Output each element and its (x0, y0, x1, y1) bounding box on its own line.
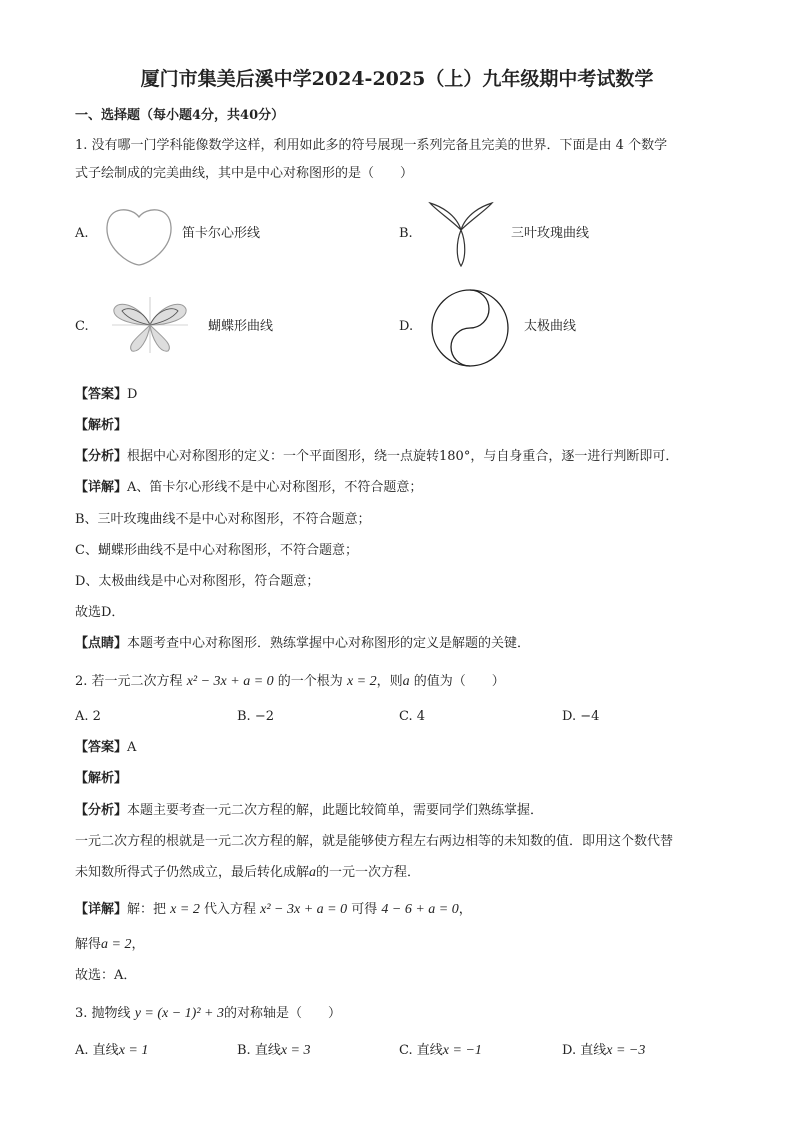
q3-stem-pre: 3. 抛物线 (75, 1006, 131, 1021)
q2-detail-pre: 解：把 (127, 902, 167, 917)
q1-option-b-letter: B. (399, 226, 413, 241)
q2-text2-pre: 未知数所得式子仍然成立，最后转化成解 (75, 865, 310, 880)
q2-root: x = 2 (346, 674, 377, 689)
q1-option-a-caption: 笛卡尔心形线 (182, 226, 261, 241)
q1-stem-line2: 式子绘制成的完美曲线，其中是中心对称图形的是（ ） (75, 166, 414, 181)
q2-stem-pre: 2. 若一元二次方程 (75, 674, 183, 689)
q2-var: a (402, 674, 410, 689)
q1-option-c-letter: C. (75, 319, 89, 334)
q3-option-b-math: x = 3 (280, 1043, 311, 1058)
q2-option-b: B. −2 (237, 709, 274, 724)
q1-option-d-letter: D. (399, 319, 414, 334)
q3-equation: y = (x − 1)² + 3 (134, 1006, 224, 1021)
answer-tag: 【答案】 (75, 387, 128, 402)
q3-option-b-text: 直线 (254, 1043, 281, 1058)
q2-choose: 故选：A． (75, 968, 137, 983)
q1-option-c-caption: 蝴蝶形曲线 (208, 319, 274, 334)
q3-option-a-math: x = 1 (118, 1043, 149, 1058)
q2-stem-mid: 的一个根为 (277, 674, 343, 689)
q3-option-a-letter: A. (75, 1043, 89, 1058)
q1-detail-b: B、三叶玫瑰曲线不是中心对称图形，不符合题意； (75, 512, 371, 527)
butterfly-curve-icon (110, 295, 190, 355)
q1-dianjing: 本题考查中心对称图形．熟练掌握中心对称图形的定义是解题的关键． (127, 636, 531, 651)
q3-option-a-text: 直线 (92, 1043, 119, 1058)
q1-answer: D (127, 387, 138, 402)
q1-fenxi: 根据中心对称图形的定义：一个平面图形，绕一点旋转180°，与自身重合，逐一进行判断即可． (127, 449, 679, 464)
q1-detail-c: C、蝴蝶形曲线不是中心对称图形，不符合题意； (75, 543, 358, 558)
q3-option-d-text: 直线 (580, 1043, 607, 1058)
q2-option-d: D. −4 (562, 709, 600, 724)
q2-solve (75, 937, 144, 953)
three-leaf-rose-icon (426, 200, 496, 268)
q2-solve-result: a = 2 (101, 937, 132, 952)
q1-detail-d: D、太极曲线是中心对称图形，符合题意； (75, 574, 320, 589)
q2-detail-mid: 代入方程 (203, 902, 256, 917)
answer-tag: 【答案】 (75, 740, 128, 755)
q3-option-c (399, 1043, 482, 1059)
q2-detail (75, 902, 472, 918)
q2-text2-post: 的一元一次方程． (316, 865, 421, 880)
q2-equation: x² − 3x + a = 0 (186, 674, 274, 689)
q3-stem-post: 的对称轴是（ ） (223, 1006, 341, 1021)
q2-stem (75, 674, 505, 690)
dianjing-tag: 【点睛】 (75, 636, 128, 651)
analysis-tag: 【解析】 (75, 418, 128, 433)
fenxi-tag: 【分析】 (75, 803, 128, 818)
q3-option-b (237, 1043, 311, 1059)
q3-option-d (562, 1043, 645, 1059)
q2-stem-end: 的值为（ ） (413, 674, 505, 689)
q3-option-d-math: x = −3 (606, 1043, 646, 1058)
detail-tag: 【详解】 (75, 480, 128, 495)
q2-solve-end: ， (131, 937, 145, 952)
q3-option-c-math: x = −1 (442, 1043, 482, 1058)
q2-text-line2 (75, 865, 420, 881)
q2-text2-var: a (309, 865, 317, 880)
q1-option-d-caption: 太极曲线 (524, 319, 577, 334)
q2-detail-mid2: 可得 (351, 902, 378, 917)
q2-answer: A (127, 740, 137, 755)
q3-option-b-letter: B. (237, 1043, 251, 1058)
detail-tag: 【详解】 (75, 902, 128, 917)
section-heading: 一、选择题（每小题4分，共40分） (75, 108, 285, 123)
fenxi-tag: 【分析】 (75, 449, 128, 464)
q2-detail-result: 4 − 6 + a = 0 (381, 902, 459, 917)
q2-text-line1: 一元二次方程的根就是一元二次方程的解，就是能够使方程左右两边相等的未知数的值．即用这个数代替 (75, 834, 674, 849)
q2-option-a: A. 2 (75, 709, 101, 724)
q2-detail-equation: x² − 3x + a = 0 (260, 902, 348, 917)
q3-option-d-letter: D. (562, 1043, 577, 1058)
q3-option-c-text: 直线 (416, 1043, 443, 1058)
taiji-curve-icon (430, 288, 510, 368)
q1-option-b-caption: 三叶玫瑰曲线 (511, 226, 590, 241)
q2-stem-post: ，则 (376, 674, 403, 689)
q3-option-c-letter: C. (399, 1043, 413, 1058)
q1-detail-a: A、笛卡尔心形线不是中心对称图形，不符合题意； (127, 480, 423, 495)
q1-stem-line1: 1. 没有哪一门学科能像数学这样，利用如此多的符号展现一系列完备且完美的世界．下面是由 4 个数学 (75, 138, 668, 153)
q2-detail-root: x = 2 (170, 902, 200, 917)
q2-fenxi: 本题主要考查一元二次方程的解，此题比较简单，需要同学们熟练掌握． (127, 803, 544, 818)
q2-solve-pre: 解得 (75, 937, 102, 952)
page-title: 厦门市集美后溪中学2024-2025（上）九年级期中考试数学 (140, 68, 654, 90)
q1-choose: 故选D． (75, 605, 125, 620)
q2-detail-end: ， (458, 902, 472, 917)
q3-option-a (75, 1043, 148, 1059)
q2-option-c: C. 4 (399, 709, 426, 724)
analysis-tag: 【解析】 (75, 771, 128, 786)
q1-option-a-letter: A. (75, 226, 89, 241)
q3-stem (75, 1006, 341, 1022)
cardioid-curve-icon (104, 205, 174, 267)
